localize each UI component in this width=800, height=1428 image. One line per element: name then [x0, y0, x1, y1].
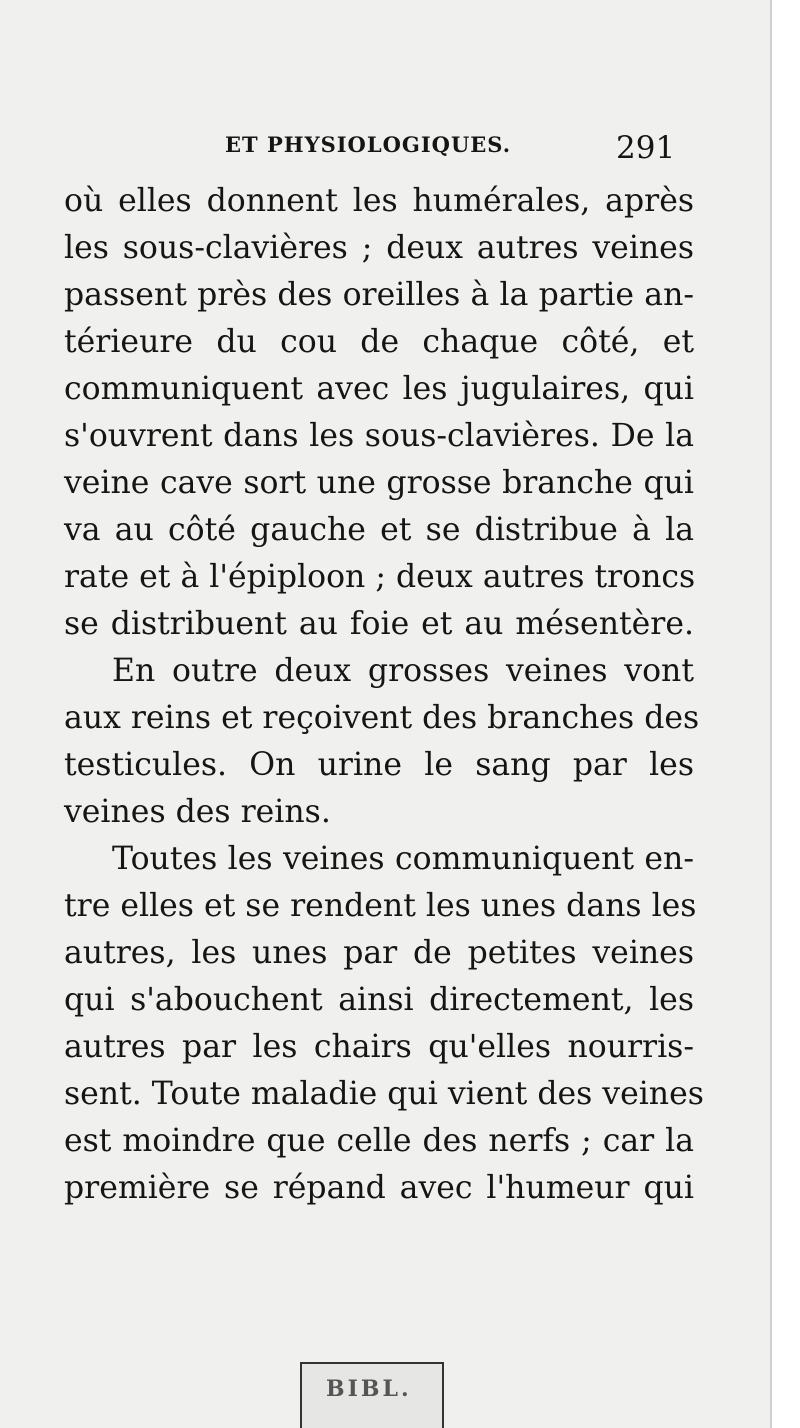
text-line: première se répand avec l'humeur qui: [64, 1170, 694, 1206]
text-line: les sous-clavières ; deux autres veines: [64, 230, 694, 266]
text-line: qui s'abouchent ainsi directement, les: [64, 982, 694, 1018]
text-line: autres, les unes par de petites veines: [64, 935, 694, 971]
text-line: va au côté gauche et se distribue à la: [64, 512, 694, 548]
library-stamp: [300, 1362, 444, 1428]
body-text: [64, 178, 704, 1212]
margin-strip: [772, 0, 800, 1428]
text-line: tre elles et se rendent les unes dans les: [64, 888, 697, 924]
text-line: térieure du cou de chaque côté, et: [64, 324, 694, 360]
text-line: s'ouvrent dans les sous-clavières. De la: [64, 418, 694, 454]
text-line: aux reins et reçoivent des branches des: [64, 700, 700, 736]
paragraph-3: [64, 836, 704, 1212]
stamp-text: BIBL.: [326, 1376, 412, 1402]
text-line: sent. Toute maladie qui vient des veines: [64, 1076, 704, 1112]
text-line: veine cave sort une grosse branche qui: [64, 465, 694, 501]
paragraph-1: [64, 178, 694, 648]
paragraph-2: [64, 648, 700, 836]
running-head: ET PHYSIOLOGIQUES.: [225, 132, 512, 157]
text-line: se distribuent au foie et au mésentère.: [64, 606, 694, 642]
text-line: communiquent avec les jugulaires, qui: [64, 371, 694, 407]
text-line: passent près des oreilles à la partie an-: [64, 277, 694, 313]
text-line: est moindre que celle des nerfs ; car la: [64, 1123, 694, 1159]
text-line: où elles donnent les humérales, après: [64, 183, 694, 219]
text-line: autres par les chairs qu'elles nourris-: [64, 1029, 694, 1065]
text-line: rate et à l'épiploon ; deux autres troncs: [64, 559, 696, 595]
page-number: 291: [616, 130, 676, 166]
text-line: veines des reins.: [64, 794, 331, 830]
text-line: En outre deux grosses veines vont: [112, 653, 694, 689]
text-line: testicules. On urine le sang par les: [64, 747, 694, 783]
text-line: Toutes les veines communiquent en-: [112, 841, 694, 877]
